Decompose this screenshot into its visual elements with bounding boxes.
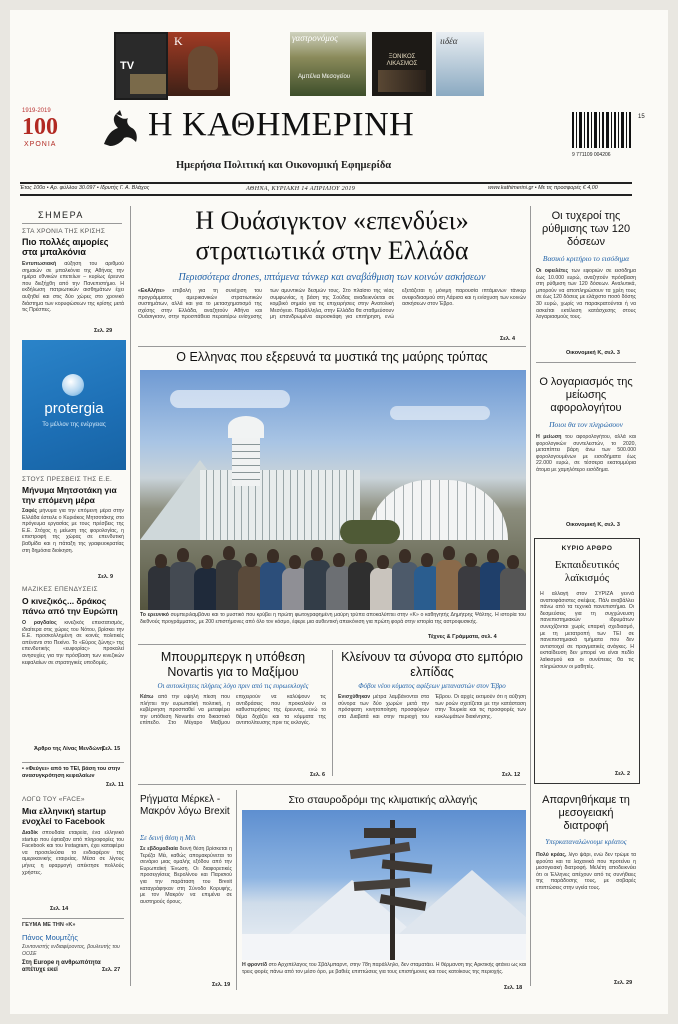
- s3-body-lead: Ο ραγδαίος: [22, 620, 57, 626]
- photo-story-title[interactable]: Ο Ελληνας που εξερευνά τα μυστικά της μαύρης τρύπας: [176, 350, 488, 364]
- story-b-body: [338, 694, 526, 770]
- anniversary-years: 1919-2019: [22, 108, 51, 114]
- s3-body-text: κινεζικός επεκτατισμός, ιδιαίτερα στις χώρες του Νότου, βρίσκει την Ε.Ε. προσκολλημένη σε κοινές πολιτικές απέναντι στο Πεκίνο. Το «Εύρος ζώνης» της επενδυτικής «ευφορίας» προκαλεί ανησυχίες για την πρόσβαση των κινεζικών κεφαλαίων σε στρατηγικές υποδομές.: [22, 620, 124, 666]
- r2-body: [536, 434, 636, 514]
- s4-rule: [22, 762, 124, 763]
- story-b-title[interactable]: Κλείνουν τα σύνορα στο εμπόριο ελπίδας: [341, 650, 523, 679]
- story-d-caption-text: στο Αρχιπέλαγος του Σβάλμπαρντ, στην 78η παράλληλο, δεν σταματάει. Η θέρμανση της Αρκτικής φτάνει ως και τρεις φορές πάνω από τον μέσο όρο, με βαθιές επιπτώσεις για τους επιστήμονες και τους κατοίκους της περιοχής.: [242, 962, 526, 975]
- story-c-body: [140, 846, 232, 984]
- s3-kicker: ΜΑΖΙΚΕΣ ΕΠΕΝΔΥΣΕΙΣ: [22, 586, 98, 593]
- r2-deck: Ποιοι θα τον πληρώσουν: [549, 420, 623, 429]
- op-role: Συντονιστής ενδιαφέροντος, βουλευτής του ΟΟΣΕ: [22, 944, 120, 957]
- photo-glass-building: [200, 470, 360, 540]
- story-c-body-text: δεινή θέση βρίσκεται η Τερέζα Μέι, καθώς απομακρύνεται το σενάριο μιας ομαλής εξόδου από την Ευρωπαϊκή Ένωση. Οι διαφορετικές προσεγγίσεις Βερολίνου και Παρισιού για την παράταση του Brexit καταγράφηκαν στη Σύνοδο Κορυφής, με τον Μακρόν να επιμένει σε αυστηρούς όρους.: [140, 846, 232, 905]
- editorial-title[interactable]: Εκπαιδευτικός λαϊκισμός: [554, 559, 620, 584]
- s2-ref[interactable]: Σελ. 9: [98, 574, 114, 580]
- biosphere-group-photo: [140, 370, 526, 610]
- photo-story-rule: [138, 346, 526, 347]
- story-a-title[interactable]: Μπουρμπεργκ η υπόθεση Novartis για το Μαξίμου: [160, 650, 306, 679]
- story-c-deck: Σε δεινή θέση η Μέι: [140, 834, 196, 842]
- r3-body-lead: Πολύ κρέας,: [536, 852, 567, 858]
- promo-book-title: ΞΟΝΙΚΟΣ ΛΙΚΑΣΜΟΣ: [386, 54, 418, 67]
- promo-tv-image: [130, 74, 166, 94]
- s5-title[interactable]: Μια ελληνική startup ενοχλεί το Facebook: [22, 806, 106, 826]
- s1-body-text: αύξηση του αριθμού σημαιών σε μπαλκόνια της Αθήνας την ημέρα εθνικών επετείων – κυρίως έρευνα που διεξήχθη από την Πανεπιστήμιο. Η εκδήλωση πατριωτικών αισθημάτων έχει αυξηθεί και στις δύο χώρες στο χρονικό διάστημα των κορυφώσεων της κρίσης μετά τις Πρέσπες.: [22, 261, 124, 314]
- info-left: Έτος 100ο • Αρ. φύλλου 30.097 • Ιδρυτής Γ. Α. Βλάχος: [20, 185, 150, 191]
- barcode: [572, 112, 636, 158]
- bottom-separator: [236, 790, 237, 990]
- op-kicker: ΓΕΥΜΑ ΜΕ ΤΗΝ «Κ»: [22, 922, 76, 928]
- photo-story-ref[interactable]: Τέχνες & Γράμματα, σελ. 4: [428, 634, 497, 640]
- op-title[interactable]: Στη Europe η ανθρωπότητα απέτυχε εκεί: [22, 960, 101, 973]
- promo-k-portrait: [188, 46, 218, 90]
- editorial-body: Η αλλαγή στον ΣΥΡΙΖΑ γεννά αναποφάσιστες σκέψεις. Πάλι αναβάλλει πάνω από τα τεχνικά πανεπιστήμια. Οι δεσμεύσεις για τη συγχώνευση πανεπιστημιακών ιδρυμάτων συνεχίζονται χωρίς επαρκή σχεδιασμό, με τη μετατροπή των ΤΕΙ σε πανεπιστημιακά τμήματα που δεν αντιστοιχεί σε πραγματικές ανάγκες. Η εκπαίδευση δεν μπορεί να είναι πεδίο λαϊκισμού και οι συνέπειες θα τις πληρώσουν οι μαθητές.: [540, 591, 634, 670]
- r3-deck: Υπερκαταναλώνουμε κρέατος: [545, 838, 627, 846]
- s5-body-lead: Διαδίκ: [22, 830, 38, 836]
- r3-body: [536, 852, 636, 978]
- promo-gastro-sub: Αμπέλια Μεσογείου: [298, 74, 351, 80]
- s2-kicker: ΣΤΟΥΣ ΠΡΕΣΒΕΙΣ ΤΗΣ Ε.Ε.: [22, 476, 113, 483]
- r1-ref[interactable]: Οικονομική Κ, σελ. 3: [566, 350, 620, 356]
- lead-headline[interactable]: Η Ουάσιγκτον «επενδύει» στρατιωτικά στην Ελλάδα: [195, 206, 469, 265]
- anniversary-label: ΧΡΟΝΙΑ: [24, 141, 57, 148]
- lead-body: [138, 288, 526, 334]
- barcode-issue: 15: [638, 114, 645, 120]
- op-ref[interactable]: Σελ. 27: [102, 967, 121, 973]
- masthead-rule-bottom: [20, 194, 632, 196]
- story-c-body-lead: Σε εβδομαδιαία: [140, 846, 178, 852]
- story-b-body-text: μέτρα λαμβάνονται στα σύνορα των δύο χωρών μετά την πρόσφατη κινητοποίηση προσφύγων στα Διαβατά και στην περιοχή του Έβρου. Οι αρχές εκτιμούν ότι η αύξηση των ροών σχετίζεται με την κατάσταση στην Τουρκία και τις προσφορές των κυκλωμάτων διακίνησης.: [338, 694, 526, 720]
- masthead-rule-top: [20, 182, 632, 184]
- bottom-rule: [138, 784, 526, 785]
- protergia-ad[interactable]: [22, 340, 126, 470]
- s1-kicker: ΣΤΑ ΧΡΟΝΙΑ ΤΗΣ ΚΡΙΣΗΣ: [22, 228, 106, 235]
- s3-byline: Άρθρο της Λίνας Μενδώνη.: [34, 746, 105, 752]
- signpost-sign: [364, 828, 416, 838]
- promo-tv-label: TV: [120, 60, 135, 72]
- r2-ref[interactable]: Οικονομική Κ, σελ. 3: [566, 522, 620, 528]
- story-a-body: [140, 694, 326, 770]
- s3-body: [22, 620, 124, 680]
- promo-gastronomos[interactable]: [290, 32, 366, 96]
- editorial-ref[interactable]: Σελ. 2: [615, 771, 631, 777]
- s1-ref[interactable]: Σελ. 29: [94, 328, 113, 334]
- protergia-tagline: Το μέλλον της ενέργειας: [42, 422, 106, 428]
- r3-body-text: λίγο ψάρι, ενώ δεν τρώμε τα φρούτα και τα λαχανικά που προτείνει η μεσογειακή διατροφή. Μελέτη αποδεικνύει ότι οι Έλληνες απέχουν από τις συνήθειες της παράδοσης τους, με σοβαρές επιπτώσεις στην υγεία τους.: [536, 852, 636, 891]
- s1-body-lead: Εντυπωσιακή: [22, 261, 57, 267]
- lead-ref[interactable]: Σελ. 4: [500, 336, 516, 342]
- story-a-deck: Οι αυτοκλητεις πλήρεις λόγο πριν από τις ευρωεκλογές: [157, 682, 309, 690]
- photo-tower-dome: [228, 416, 264, 438]
- s1-body: [22, 261, 124, 327]
- today-rule: [22, 223, 122, 224]
- promo-iidia[interactable]: [436, 32, 484, 96]
- protergia-brand: protergia: [44, 400, 104, 417]
- story-c-title[interactable]: Ρήγματα Μέρκελ - Μακρόν λόγω Brexit: [140, 794, 230, 817]
- r1-deck: Βασικό κριτήριο το εισόδημα: [542, 254, 630, 263]
- barcode-digits: 9 771109 004206: [572, 152, 611, 158]
- promo-book-figures: [378, 70, 426, 92]
- s1-title[interactable]: Πιο πολλές αιμορίες στα μπαλκόνια: [22, 237, 109, 257]
- s2-title[interactable]: Μήνυμα Μητσοτάκη για την επόμενη μέρα: [22, 485, 117, 505]
- story-d-title[interactable]: Στο σταυροδρόμι της κλιματικής αλλαγής: [288, 794, 478, 806]
- s4-bullet: •: [22, 766, 26, 772]
- promo-k-magazine[interactable]: [168, 32, 230, 96]
- newspaper-front-page: [10, 10, 668, 1014]
- mid-separator: [332, 650, 333, 776]
- s2-body-lead: Σαφές: [22, 508, 38, 514]
- s2-body: [22, 508, 124, 574]
- s5-ref[interactable]: Σελ. 14: [50, 906, 69, 912]
- masthead-subtitle: Ημερήσια Πολιτική και Οικονομική Εφημερίδα: [176, 160, 392, 171]
- story-b-body-lead: Ενισχύθηκαν: [338, 694, 371, 700]
- photo-cloud: [390, 406, 490, 420]
- r2-title[interactable]: Ο λογαριασμός της μείωσης αφορολογήτου: [539, 376, 633, 414]
- s4-ref[interactable]: Σελ. 11: [106, 782, 124, 788]
- r3-title[interactable]: Απαρνηθήκαμε τη μεσογειακή διατροφή: [542, 794, 630, 832]
- s3-title[interactable]: Ο κινεζικός... δράκος πάνω από την Ευρώπη: [22, 596, 118, 616]
- photo-snow-ground: [242, 934, 526, 960]
- story-b-ref[interactable]: Σελ. 12: [502, 772, 521, 778]
- photo-foliage: [340, 520, 400, 544]
- svalbard-signpost-photo: [242, 810, 526, 960]
- today-label: ΣΗΜΕΡΑ: [38, 210, 84, 220]
- promo-gastro-title: γαστρονόμος: [292, 33, 338, 43]
- s5-body-text: σπουδαία εταιρεία, ένα ελληνικό startup που έφτιαξαν από πληροφορίες του Facebook και του Instagram, έχει καταφέρει να προσελκύσει το ενδιαφέρον της αμερικανικής εταιρείας. Μέσα σε λίγους μήνες η εφαρμογή απέκτησε πολλούς χρήστες.: [22, 830, 124, 876]
- s5-body: [22, 830, 124, 902]
- right-column-separator: [530, 206, 531, 986]
- r1-body-lead: Οι οφειλέτες: [536, 268, 569, 274]
- info-right: www.kathimerini.gr • Με τις προσφορές € 4,00: [488, 185, 598, 191]
- lead-body-text: επιβολή για τη συνέχιση του προγράμματος αμερικανικών στρατιωτικών συστημάτων, αλλά και για το μετασχηματισμό της σχέσης στην Ελλάδα, αναζητούν Αθήνα και Ουάσιγκτον, στην προσπάθεια περαιτέρω ενίσχυσης των αμυντικών δεσμών τους. Στο πλαίσιο της νέας συμφωνίας, η βάση της Σούδας αναδεικνύεται σε κομβικό σημείο για τις επιχειρήσεις στην Ανατολική Μεσόγειο. Παράλληλα, στην Ελλάδα θα σταθμεύσουν μη επανδρωμένα αεροσκάφη για επιτήρηση, ενώ εξετάζεται η μόνιμη παρουσία ιπτάμενων τάνκερ ανεφοδιασμού στη Λάρισα και η ενίσχυση των κοινών ασκήσεων στον Έβρο.: [138, 288, 526, 321]
- op-author: Πάνος Μουμτζής: [22, 933, 79, 942]
- editorial-box: [534, 538, 640, 784]
- lead-body-lead: «ΕκΑλήτε»: [138, 288, 165, 294]
- mid-rule: [138, 644, 526, 645]
- story-a-body-text: από την υψηλή πίεση που πλήττει την ευρωπαϊκή πολιτική, η κυβέρνηση προσπαθεί να μεταφέρει την υπόθεση Novartis στο δικαστικό επίπεδο. Στο Μέγαρο Μαξίμου επιχειρούν να καλύψουν τις αντιδράσεις που προκαλούν οι καθυστερήσεις της έρευνας, ενώ το θέμα διχάζει και τα κόμματα της αντιπολίτευσης πριν τις εκλογές.: [140, 694, 326, 727]
- promo-tv[interactable]: [114, 32, 168, 100]
- photo-caption: [140, 612, 526, 632]
- story-d-caption-lead: Η φροντίδ: [242, 962, 268, 968]
- s5-kicker: ΛΟΓΩ ΤΟΥ «FACE»: [22, 796, 85, 803]
- r2-rule: [536, 362, 636, 363]
- r1-body-text: των εφοριών σε εισόδημα έως 10.000 ευρώ, αναζητούν πρόσβαση στη ρύθμιση των 120 δόσεων. Αναλυτικά, μπορούν να αποπληρώσουν τα χρέη τους σε έως 120 δόσεις με ελάχιστο ποσό δόσης 30 ευρώ, χωρίς να παρακρατούνται ή να ασκείται εκτέλεση κατάσχεσης στους λογαριασμούς τους.: [536, 268, 636, 321]
- promo-k-label: K: [174, 34, 183, 48]
- s4-headline: «Φεύγει» από το ΤΕΙ, βάση του στην ανασυγκρότηση κεφαλαίων: [22, 766, 121, 779]
- op-rule: [22, 918, 124, 919]
- s4-text[interactable]: [22, 766, 124, 780]
- s2-body-text: μήνυμα για την επόμενη μέρα στην Ελλάδα έστειλε ο Κυριάκος Μητσοτάκης στο πρόγευμα εργασίας με τους πρέσβεις της Ε.Ε. Στόχος η μείωση της φορολογίας, η επιστροφή της χώρας σε επενδυτική βαθμίδα και η πάταξη της γραφειοκρατίας στη δημόσια διοίκηση.: [22, 508, 124, 554]
- editorial-kicker: ΚΥΡΙΟ ΑΡΘΡΟ: [561, 545, 613, 552]
- story-b-deck: Φόβοι νέου κύματος αφίξεων μεταναστών στον Έβρο: [358, 682, 506, 690]
- r1-body: [536, 268, 636, 348]
- griffin-logo-icon: [98, 108, 142, 152]
- r1-title[interactable]: Οι τυχεροί της ρύθμισης των 120 δόσεων: [541, 210, 631, 248]
- lead-deck: Περισσότερα drones, ιπτάμενα τάνκερ και αναβάθμιση των κοινών ασκήσεων: [178, 272, 486, 283]
- left-column-separator: [130, 206, 131, 986]
- promo-book[interactable]: [372, 32, 432, 96]
- promo-iidia-label: ιιδέα: [440, 36, 458, 46]
- story-a-ref[interactable]: Σελ. 6: [310, 772, 326, 778]
- s3-ref[interactable]: Σελ. 15: [102, 746, 121, 752]
- story-d-ref[interactable]: Σελ. 18: [504, 985, 523, 991]
- protergia-logo-icon: [62, 374, 84, 396]
- signpost-sign: [350, 842, 411, 859]
- story-c-ref[interactable]: Σελ. 19: [212, 982, 231, 988]
- masthead-title: Η ΚΑΘΗΜΕΡΙΝΗ: [148, 106, 415, 143]
- r2-body-text: του αφορολογήτου, αλλά και φορολογικών συντελεστών, το 2020, μεταπίπτει βάρη άνω των 500.000 φορολογουμένων με εισοδήματα έως 22.000 ευρώ, σε τέσσερα εκατομμύρια άτομα με χαμηλότερο εισόδημα.: [536, 434, 636, 473]
- anniversary-number: 100: [22, 114, 58, 140]
- signpost-pole: [390, 820, 395, 960]
- photo-cloud: [170, 390, 290, 408]
- story-d-caption: [242, 962, 526, 984]
- photo-caption-text: συμπεριλαμβάνει και το μυστικό που κρύβει η πρώτη φωτογραφημένη μαύρη τρύπα αποκαλύπτει στην «Κ» ο καθηγητής Δημήτρης Ψάλτης. Η ιστορία του διεθνούς προγράμματος, με 200 επιστήμονες από όλο τον κόσμο, έφερε μια αυθεντική απεικόνιση για πρώτη φορά στην ιστορία της αστροφυσικής.: [140, 612, 526, 625]
- info-center: ΑΘΗΝΑ, ΚΥΡΙΑΚΗ 14 ΑΠΡΙΛΙΟΥ 2019: [246, 185, 356, 192]
- r3-ref[interactable]: Σελ. 29: [614, 980, 633, 986]
- photo-caption-lead: Το ερευνικό: [140, 612, 169, 618]
- r2-body-lead: Η μείωση: [536, 434, 562, 440]
- story-a-body-lead: Κάτω: [140, 694, 154, 700]
